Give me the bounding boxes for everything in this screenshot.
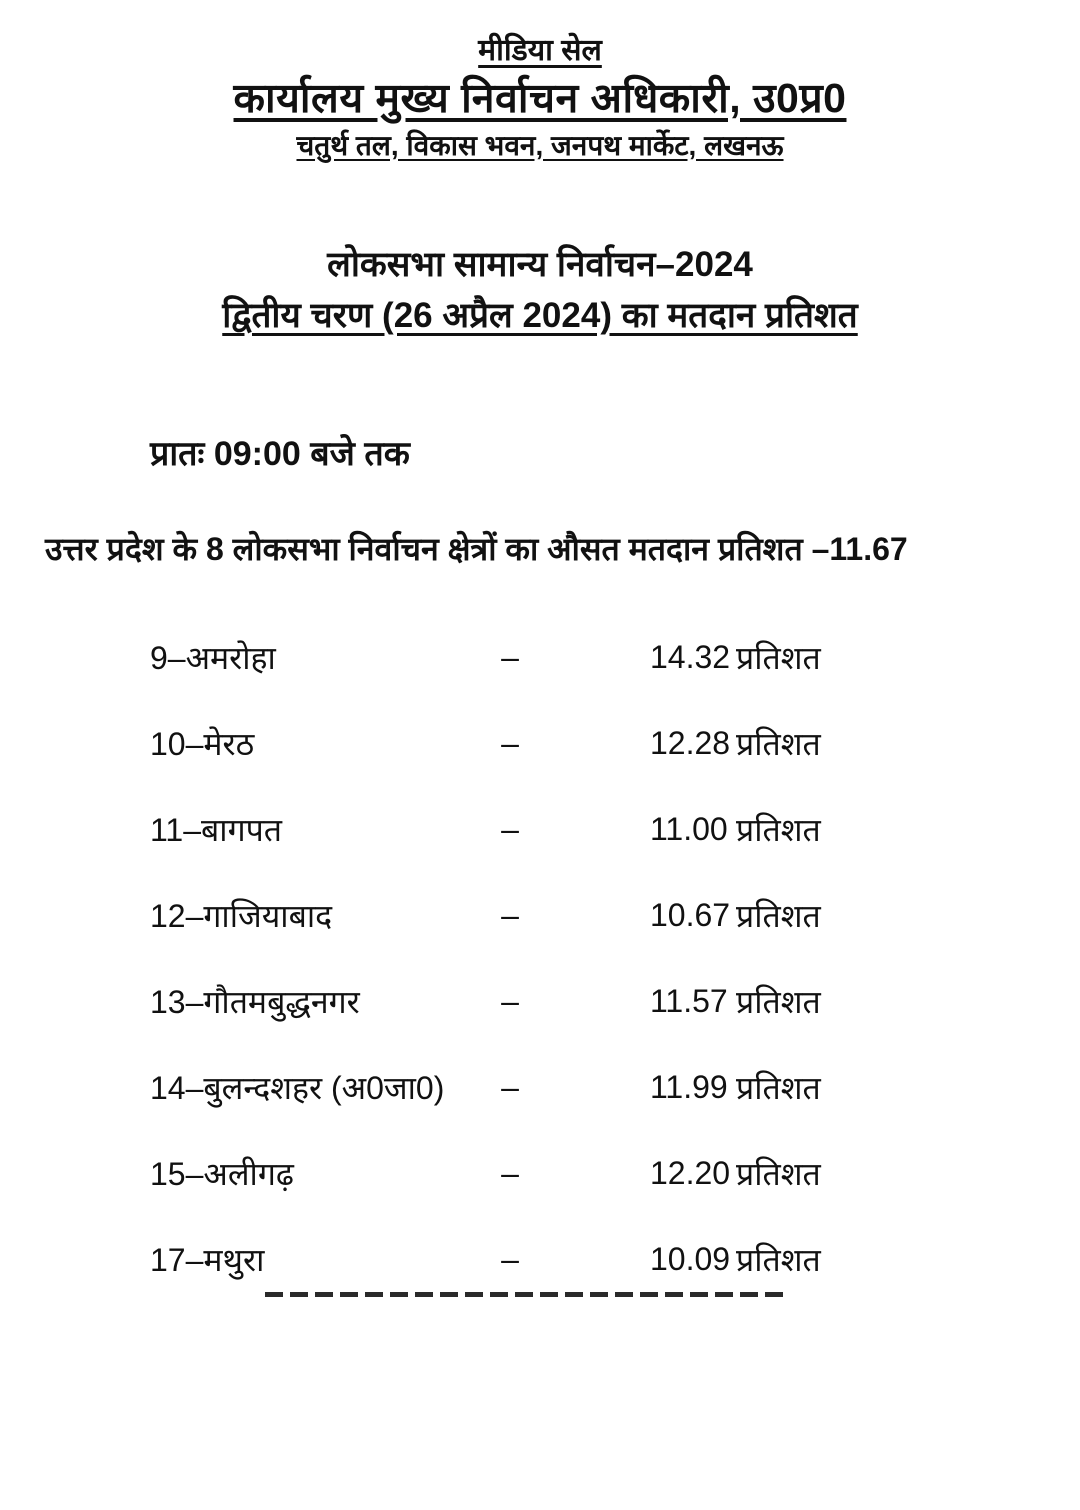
turnout-value: 11.00 xyxy=(650,810,728,847)
constituency-name: 10–मेरठ xyxy=(150,725,255,762)
dash-separator: – xyxy=(501,982,519,1019)
table-row xyxy=(0,1130,1080,1216)
table-row xyxy=(0,1216,1080,1302)
document-title-block xyxy=(0,240,1080,342)
turnout-value: 12.28 xyxy=(650,724,731,761)
dash-separator: – xyxy=(501,810,519,847)
turnout-value: 11.57 xyxy=(650,982,728,1019)
turnout-value: 10.67 xyxy=(650,896,731,933)
constituency-name: 9–अमरोहा xyxy=(150,639,276,676)
turnout-value: 11.99 xyxy=(650,1068,728,1105)
average-turnout-summary: उत्तर प्रदेश के 8 लोकसभा निर्वाचन क्षेत्रों का औसत मतदान प्रतिशत –11.67 xyxy=(45,531,908,568)
table-row xyxy=(0,700,1080,786)
unit-label: प्रतिशत xyxy=(736,1069,821,1106)
table-row xyxy=(0,872,1080,958)
document-header xyxy=(0,34,1080,162)
dash-separator: – xyxy=(501,1154,519,1191)
turnout-value: 12.20 xyxy=(650,1154,731,1191)
constituency-name: 11–बागपत xyxy=(150,811,283,848)
table-row xyxy=(0,1044,1080,1130)
dash-separator: – xyxy=(501,1240,519,1277)
table-row xyxy=(0,958,1080,1044)
table-row xyxy=(0,786,1080,872)
constituency-list xyxy=(0,614,1080,1302)
constituency-name: 14–बुलन्दशहर (अ0जा0) xyxy=(150,1069,445,1106)
unit-label: प्रतिशत xyxy=(736,725,821,762)
unit-label: प्रतिशत xyxy=(736,1241,821,1278)
turnout-value: 14.32 xyxy=(650,638,731,675)
constituency-name: 13–गौतमबुद्धनगर xyxy=(150,983,360,1020)
unit-label: प्रतिशत xyxy=(736,811,821,848)
dash-separator: – xyxy=(501,638,519,675)
unit-label: प्रतिशत xyxy=(736,1155,821,1192)
media-cell-heading: मीडिया सेल xyxy=(478,34,602,67)
unit-label: प्रतिशत xyxy=(736,983,821,1020)
phase-subtitle: द्वितीय चरण (26 अप्रैल 2024) का मतदान प्रतिशत xyxy=(222,295,858,335)
table-row xyxy=(0,614,1080,700)
constituency-name: 15–अलीगढ़ xyxy=(150,1155,294,1192)
constituency-name: 17–मथुरा xyxy=(150,1241,265,1278)
dash-separator: – xyxy=(501,724,519,761)
election-title: लोकसभा सामान्य निर्वाचन–2024 xyxy=(327,244,753,284)
office-address: चतुर्थ तल, विकास भवन, जनपथ मार्केट, लखनऊ xyxy=(296,129,784,161)
office-heading: कार्यालय मुख्य निर्वाचन अधिकारी, उ0प्र0 xyxy=(233,74,847,121)
dash-separator: – xyxy=(501,1068,519,1105)
unit-label: प्रतिशत xyxy=(736,639,821,676)
separator-dashed-line xyxy=(265,1292,787,1297)
dash-separator: – xyxy=(501,896,519,933)
turnout-value: 10.09 xyxy=(650,1240,731,1277)
time-note: प्रातः 09:00 बजे तक xyxy=(150,435,410,474)
unit-label: प्रतिशत xyxy=(736,897,821,934)
constituency-name: 12–गाजियाबाद xyxy=(150,897,333,934)
